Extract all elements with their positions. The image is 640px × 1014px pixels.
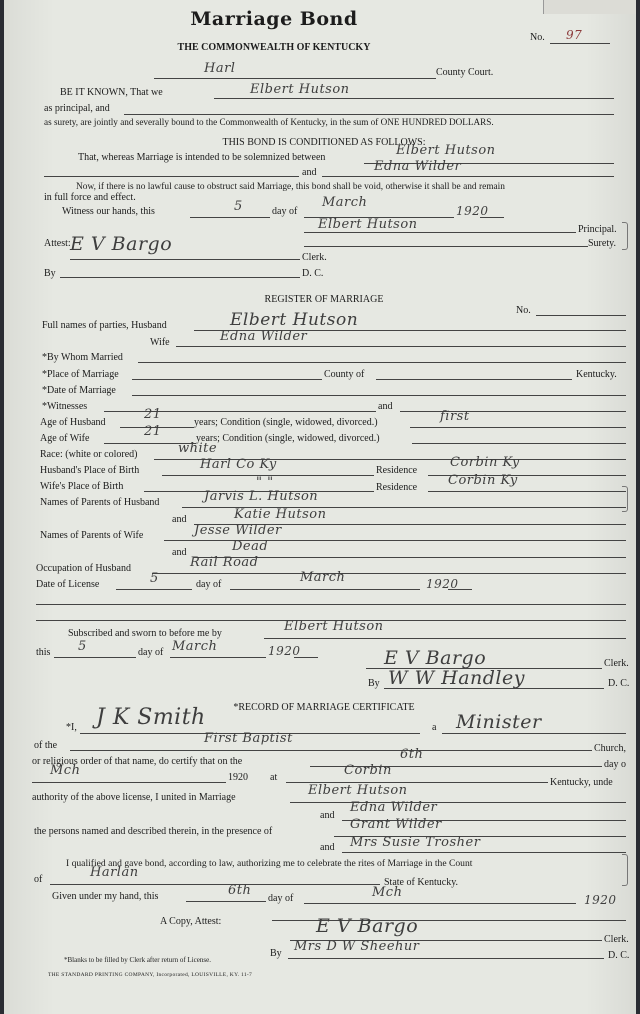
be-it-known-text: BE IT KNOWN, That we xyxy=(60,87,163,98)
minister-title-hand: Minister xyxy=(456,711,542,733)
parents-husband-and: and xyxy=(172,514,187,525)
by-label: By xyxy=(44,268,56,279)
certificate-heading: *RECORD OF MARRIAGE CERTIFICATE xyxy=(233,702,415,713)
margin-tab xyxy=(622,222,628,250)
cert-and-label-2: and xyxy=(320,842,335,853)
religious-order-text: or religious order of that name, do certify that on the xyxy=(32,756,243,767)
persons-named-text: the persons named and described therein, in the presence of xyxy=(34,826,273,837)
parents-wife-label: Names of Parents of Wife xyxy=(40,530,144,541)
given-month-hand: Mch xyxy=(372,885,403,900)
document-title: Marriage Bond xyxy=(190,8,358,30)
minister-name-hand: J K Smith xyxy=(96,705,206,730)
bride-hand: Edna Wilder xyxy=(350,800,438,815)
date-label: *Date of Marriage xyxy=(42,385,116,396)
church-label: Church, xyxy=(594,743,626,754)
wife-birth-hand: " " xyxy=(256,475,274,490)
county-of-label: County of xyxy=(324,369,365,380)
sworn-year: 1920 xyxy=(268,644,301,658)
day-of-label: day of xyxy=(272,206,298,217)
witness2-hand: Mrs Susie Trosher xyxy=(350,835,481,850)
subscribed-text: Subscribed and sworn to before me by xyxy=(68,628,222,639)
given-day-hand: 6th xyxy=(228,883,252,898)
cert-place-hand: Corbin xyxy=(344,763,392,778)
cert-a-label: a xyxy=(432,722,437,733)
cert-and-label: and xyxy=(320,810,335,821)
witness-label: Witness our hands, this xyxy=(62,206,155,217)
register-heading: REGISTER OF MARRIAGE xyxy=(264,294,384,305)
kentucky-under-label: Kentucky, unde xyxy=(550,777,613,788)
full-names-label: Full names of parties, Husband xyxy=(42,320,167,331)
race-label: Race: (white or colored) xyxy=(40,449,138,460)
now-if-text: Now, if there is no lawful cause to obstruct said Marriage, this bond shall be void, otherwise it shall be and remain xyxy=(76,182,505,192)
clerk-label: Clerk. xyxy=(302,252,327,263)
and-label: and xyxy=(302,167,317,178)
sworn-day: 5 xyxy=(78,639,87,654)
witness-month: March xyxy=(322,195,368,210)
folder-tab xyxy=(543,0,636,14)
attest-label: Attest: xyxy=(44,238,71,249)
parent-husband-1: Jarvis L. Hutson xyxy=(204,489,319,504)
age-wife-label: Age of Wife xyxy=(40,433,90,444)
residence-label-2: Residence xyxy=(376,482,418,493)
full-force-text: in full force and effect. xyxy=(44,192,136,203)
husband-residence-hand: Corbin Ky xyxy=(450,455,520,470)
cond-husband-hand: first xyxy=(440,409,470,424)
county-hand: Harl xyxy=(204,61,236,76)
subscribed-hand: Elbert Hutson xyxy=(284,619,384,634)
kentucky-label: Kentucky. xyxy=(576,369,617,380)
witness-year: 1920 xyxy=(456,204,489,218)
conditioned-heading: THIS BOND IS CONDITIONED AS FOLLOWS: xyxy=(222,137,426,148)
cert-year-prefix: 1920 xyxy=(228,772,248,783)
license-day: 5 xyxy=(150,571,159,586)
principal-signature: Elbert Hutson xyxy=(318,217,418,232)
witness1-hand: Grant Wilder xyxy=(350,817,442,832)
witnesses-and: and xyxy=(378,401,393,412)
cert-month-hand: Mch xyxy=(50,763,81,778)
given-under-text: Given under my hand, this xyxy=(52,891,159,902)
authority-text: authority of the above license, I united in Marriage xyxy=(32,792,236,803)
wife-name-hand: Edna Wilder xyxy=(220,329,308,344)
state-label: State of Kentucky. xyxy=(384,877,459,888)
sworn-day-of: day of xyxy=(138,647,164,658)
parent-husband-2: Katie Hutson xyxy=(234,507,327,522)
parents-wife-and: and xyxy=(172,547,187,558)
occupation-hand: Rail Road xyxy=(190,555,259,570)
county-hand-cert: Harlan xyxy=(90,865,139,880)
sworn-month: March xyxy=(172,639,218,654)
parent-wife-1: Jesse Wilder xyxy=(194,523,282,538)
license-day-of: day of xyxy=(196,579,222,590)
register-clerk-signature: E V Bargo xyxy=(384,647,487,669)
wife-label: Wife xyxy=(150,337,170,348)
copy-clerk-label: Clerk. xyxy=(604,934,629,945)
witnesses-label: *Witnesses xyxy=(42,401,88,412)
commonwealth-heading: THE COMMONWEALTH OF KENTUCKY xyxy=(177,42,371,53)
parents-husband-label: Names of Parents of Husband xyxy=(40,497,160,508)
years-cond-husband: years; Condition (single, widowed, divorced.) xyxy=(194,417,378,428)
margin-tab-2 xyxy=(622,486,628,512)
principal-label: Principal. xyxy=(578,224,617,235)
age-husband-label: Age of Husband xyxy=(40,417,106,428)
parent-wife-2: Dead xyxy=(232,539,269,554)
register-no-label: No. xyxy=(516,305,531,316)
as-principal-text: as principal, and xyxy=(44,103,110,114)
husband-name-hand: Elbert Hutson xyxy=(230,310,359,330)
license-year: 1920 xyxy=(426,577,459,591)
cert-day-hand: 6th xyxy=(400,747,424,762)
county-court-label: County Court. xyxy=(436,67,494,78)
cert-at-label: at xyxy=(270,772,278,783)
license-month: March xyxy=(300,570,346,585)
attest-signature: E V Bargo xyxy=(70,233,173,255)
wife-residence-hand: Corbin Ky xyxy=(448,473,518,488)
copy-attest-label: A Copy, Attest: xyxy=(160,916,222,927)
husband-birth-label: Husband's Place of Birth xyxy=(40,465,140,476)
cert-of-the: of the xyxy=(34,740,58,751)
place-label: *Place of Marriage xyxy=(42,369,119,380)
that-whereas-text: That, whereas Marriage is intended to be solemnized between xyxy=(78,152,326,163)
register-clerk-label: Clerk. xyxy=(604,658,629,669)
party2-hand: Edna Wilder xyxy=(374,159,462,174)
register-dc-signature: W W Handley xyxy=(388,667,525,689)
bond-number-label: No. xyxy=(530,32,545,43)
printer-footer: THE STANDARD PRINTING COMPANY, Incorporated, LOUISVILLE, KY. 11-7 xyxy=(48,972,253,978)
surety-label: Surety. xyxy=(588,238,616,249)
race-hand: white xyxy=(178,441,218,456)
principal-name-hand: Elbert Hutson xyxy=(250,82,350,97)
day-o-label: day o xyxy=(604,759,626,770)
given-day-of: day of xyxy=(268,893,294,904)
residence-label-1: Residence xyxy=(376,465,418,476)
husband-birth-hand: Harl Co Ky xyxy=(200,457,277,472)
surety-text: as surety, are jointly and severally bound to the Commonwealth of Kentucky, in the sum of ONE HUNDRED DOLLARS. xyxy=(44,117,494,127)
witness-day: 5 xyxy=(234,199,243,214)
groom-hand: Elbert Hutson xyxy=(308,783,408,798)
cert-i-label: *I, xyxy=(66,722,77,733)
cert-of-label: of xyxy=(34,874,43,885)
occupation-label: Occupation of Husband xyxy=(36,563,131,574)
this-label: this xyxy=(36,647,51,658)
party1-hand: Elbert Hutson xyxy=(396,143,496,158)
register-dc-label: D. C. xyxy=(608,678,630,689)
copy-by-label: By xyxy=(270,948,282,959)
qualified-text: I qualified and gave bond, according to law, authorizing me to celebrate the rites of Marriage in the Count xyxy=(66,858,473,869)
age-wife-val: 21 xyxy=(144,424,162,439)
margin-tab-3 xyxy=(622,854,628,886)
blanks-note: *Blanks to be filled by Clerk after return of License. xyxy=(64,956,211,964)
bond-number: 97 xyxy=(566,28,583,42)
register-by-label: By xyxy=(368,678,380,689)
marriage-bond-document xyxy=(4,0,636,1014)
copy-dc-label: D. C. xyxy=(608,950,630,961)
date-license-label: Date of License xyxy=(36,579,100,590)
copy-clerk-signature: E V Bargo xyxy=(316,915,419,937)
church-hand: First Baptist xyxy=(204,731,293,746)
by-whom-label: *By Whom Married xyxy=(42,352,123,363)
years-cond-wife: years; Condition (single, widowed, divorced.) xyxy=(196,433,380,444)
copy-dc-signature: Mrs D W Sheehur xyxy=(294,939,420,954)
given-year: 1920 xyxy=(584,893,617,907)
dc-label: D. C. xyxy=(302,268,324,279)
age-husband-val: 21 xyxy=(144,407,162,422)
wife-birth-label: Wife's Place of Birth xyxy=(40,481,124,492)
